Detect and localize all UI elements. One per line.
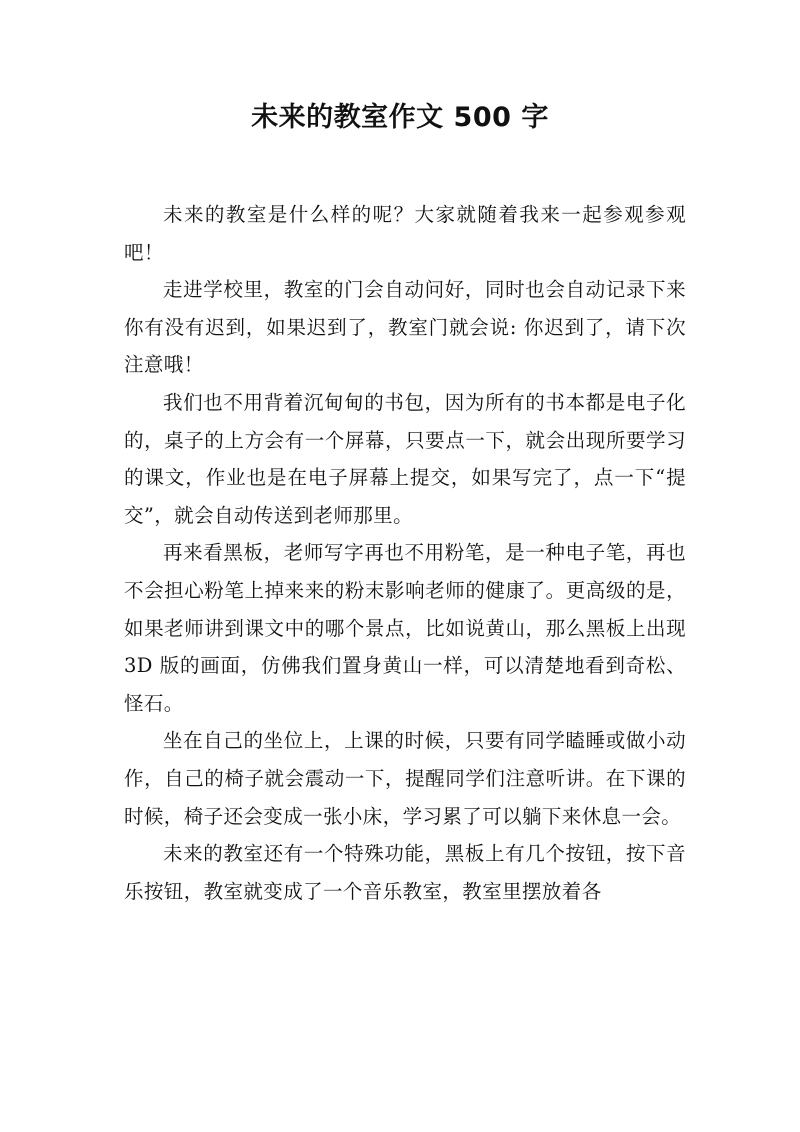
paragraph-2: 走进学校里，教室的门会自动问好，同时也会自动记录下来你有没有迟到，如果迟到了，教室门就会说: 你迟到了，请下次注意哦！ [124, 278, 686, 377]
paragraph-6: 未来的教室还有一个特殊功能，黑板上有几个按钮，按下音乐按钮，教室就变成了一个音乐教室，教室里摆放着各 [124, 842, 686, 903]
document-body [124, 196, 686, 910]
paragraph-3: 我们也不用背着沉甸甸的书包，因为所有的书本都是电子化的，桌子的上方会有一个屏幕，只要点一下，就会出现所要学习的课文，作业也是在电子屏幕上提交，如果写完了，点一下“提交”，就会自动传送到老师那里。 [124, 390, 686, 527]
paragraph-4: 再来看黑板，老师写字再也不用粉笔，是一种电子笔，再也不会担心粉笔上掉来来的粉末影响老师的健康了。更高级的是，如果老师讲到课文中的哪个景点，比如说黄山，那么黑板上出现 3D 版的画面，仿佛我们置身黄山一样，可以清楚地看到奇松、怪石。 [124, 541, 686, 715]
paragraph-1: 未来的教室是什么样的呢？大家就随着我来一起参观参观吧！ [124, 203, 686, 264]
document-title: 未来的教室作文 500 字 [251, 102, 549, 133]
paragraph-5: 坐在自己的坐位上，上课的时候，只要有同学瞌睡或做小动作，自己的椅子就会震动一下，提醒同学们注意听讲。在下课的时候，椅子还会变成一张小床，学习累了可以躺下来休息一会。 [124, 729, 686, 828]
